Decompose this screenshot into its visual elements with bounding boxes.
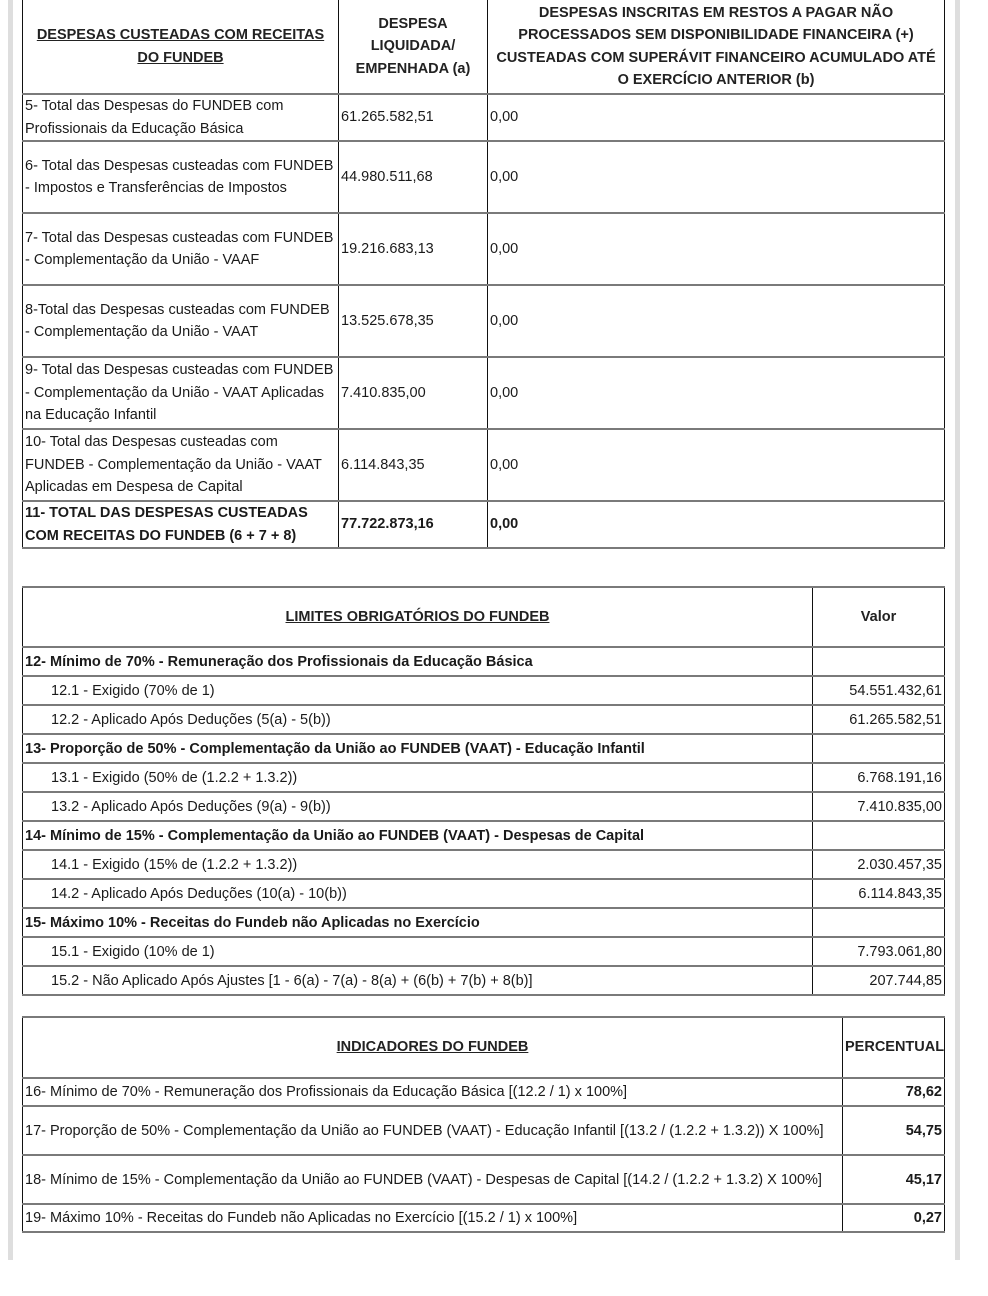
row-label: 17- Proporção de 50% - Complementação da União ao FUNDEB (VAAT) - Educação Infantil [(13.2 / (1.2.2 + 1.3.2)) X 100%] <box>23 1106 843 1155</box>
row-value-a: 61.265.582,51 <box>339 94 488 141</box>
row-value-b: 0,00 <box>488 213 945 285</box>
group-row <box>23 734 945 763</box>
row-percentual: 45,17 <box>843 1155 945 1204</box>
row-label: 15.2 - Não Aplicado Após Ajustes [1 - 6(a) - 7(a) - 8(a) + (6(b) + 7(b) + 8(b)] <box>23 966 813 995</box>
table-row <box>23 705 945 734</box>
row-label: 7- Total das Despesas custeadas com FUNDEB - Complementação da União - VAAF <box>23 213 339 285</box>
row-label: 9- Total das Despesas custeadas com FUNDEB - Complementação da União - VAAT Aplicadas na Educação Infantil <box>23 357 339 429</box>
row-label: 10- Total das Despesas custeadas com FUNDEB - Complementação da União - VAAT Aplicadas em Despesa de Capital <box>23 429 339 501</box>
table-row <box>23 1078 945 1106</box>
header-indicadores: INDICADORES DO FUNDEB <box>23 1017 843 1078</box>
header-descricao: DESPESAS CUSTEADAS COM RECEITAS DO FUNDEB <box>23 0 339 94</box>
table-header-row <box>23 0 945 94</box>
group-value-empty <box>813 734 945 763</box>
row-value-a: 44.980.511,68 <box>339 141 488 213</box>
table-row <box>23 285 945 357</box>
table-row <box>23 763 945 792</box>
table-row <box>23 850 945 879</box>
table-row <box>23 792 945 821</box>
table-row <box>23 676 945 705</box>
row-label: 16- Mínimo de 70% - Remuneração dos Profissionais da Educação Básica [(12.2 / 1) x 100%] <box>23 1078 843 1106</box>
group-value-empty <box>813 821 945 850</box>
group-title: 13- Proporção de 50% - Complementação da União ao FUNDEB (VAAT) - Educação Infantil <box>23 734 813 763</box>
table-row <box>23 94 945 141</box>
row-label: 5- Total das Despesas do FUNDEB com Profissionais da Educação Básica <box>23 94 339 141</box>
total-value-b: 0,00 <box>488 501 945 548</box>
row-label: 14.2 - Aplicado Após Deduções (10(a) - 10(b)) <box>23 879 813 908</box>
row-percentual: 0,27 <box>843 1204 945 1232</box>
row-value: 7.410.835,00 <box>813 792 945 821</box>
despesas-custeadas-table <box>22 0 945 549</box>
row-value-b: 0,00 <box>488 141 945 213</box>
row-label: 18- Mínimo de 15% - Complementação da União ao FUNDEB (VAAT) - Despesas de Capital [(14.2 / (1.2.2 + 1.3.2) X 100%] <box>23 1155 843 1204</box>
table-row <box>23 141 945 213</box>
row-label: 19- Máximo 10% - Receitas do Fundeb não Aplicadas no Exercício [(15.2 / 1) x 100%] <box>23 1204 843 1232</box>
row-value-b: 0,00 <box>488 94 945 141</box>
row-label: 13.1 - Exigido (50% de (1.2.2 + 1.3.2)) <box>23 763 813 792</box>
row-value: 7.793.061,80 <box>813 937 945 966</box>
row-label: 14.1 - Exigido (15% de (1.2.2 + 1.3.2)) <box>23 850 813 879</box>
table-row <box>23 966 945 995</box>
group-row <box>23 647 945 676</box>
group-row <box>23 908 945 937</box>
group-title: 15- Máximo 10% - Receitas do Fundeb não Aplicadas no Exercício <box>23 908 813 937</box>
row-value-b: 0,00 <box>488 357 945 429</box>
row-label: 12.2 - Aplicado Após Deduções (5(a) - 5(b)) <box>23 705 813 734</box>
table-header-row <box>23 587 945 647</box>
header-liquidada: DESPESA LIQUIDADA/ EMPENHADA (a) <box>339 0 488 94</box>
row-percentual: 54,75 <box>843 1106 945 1155</box>
row-label: 12.1 - Exigido (70% de 1) <box>23 676 813 705</box>
row-label: 6- Total das Despesas custeadas com FUNDEB - Impostos e Transferências de Impostos <box>23 141 339 213</box>
group-title: 14- Mínimo de 15% - Complementação da União ao FUNDEB (VAAT) - Despesas de Capital <box>23 821 813 850</box>
row-value-b: 0,00 <box>488 285 945 357</box>
row-value: 54.551.432,61 <box>813 676 945 705</box>
right-page-edge <box>955 0 960 1260</box>
total-value-a: 77.722.873,16 <box>339 501 488 548</box>
group-row <box>23 821 945 850</box>
table-header-row <box>23 1017 945 1078</box>
table-row <box>23 357 945 429</box>
left-page-edge <box>8 0 13 1260</box>
row-value-a: 6.114.843,35 <box>339 429 488 501</box>
total-label: 11- TOTAL DAS DESPESAS CUSTEADAS COM RECEITAS DO FUNDEB (6 + 7 + 8) <box>23 501 339 548</box>
row-value: 61.265.582,51 <box>813 705 945 734</box>
indicadores-table <box>22 1016 945 1233</box>
row-value-a: 7.410.835,00 <box>339 357 488 429</box>
table-row <box>23 937 945 966</box>
header-limites: LIMITES OBRIGATÓRIOS DO FUNDEB <box>23 587 813 647</box>
table-row <box>23 1106 945 1155</box>
row-label: 15.1 - Exigido (10% de 1) <box>23 937 813 966</box>
header-valor: Valor <box>813 587 945 647</box>
row-value: 207.744,85 <box>813 966 945 995</box>
table-row <box>23 879 945 908</box>
total-row <box>23 501 945 548</box>
limites-obrigatorios-table <box>22 586 945 996</box>
row-value-a: 19.216.683,13 <box>339 213 488 285</box>
table-row <box>23 1204 945 1232</box>
header-percentual: PERCENTUAL <box>843 1017 945 1078</box>
row-value-b: 0,00 <box>488 429 945 501</box>
row-label: 13.2 - Aplicado Após Deduções (9(a) - 9(b)) <box>23 792 813 821</box>
row-value: 6.114.843,35 <box>813 879 945 908</box>
header-restos: DESPESAS INSCRITAS EM RESTOS A PAGAR NÃO PROCESSADOS SEM DISPONIBILIDADE FINANCEIRA (+) CUSTEADAS COM SUPERÁVIT FINANCEIRO ACUMULADO ATÉ O EXERCÍCIO ANTERIOR (b) <box>488 0 945 94</box>
group-value-empty <box>813 908 945 937</box>
table-row <box>23 213 945 285</box>
row-percentual: 78,62 <box>843 1078 945 1106</box>
table-row <box>23 1155 945 1204</box>
row-value-a: 13.525.678,35 <box>339 285 488 357</box>
row-value: 2.030.457,35 <box>813 850 945 879</box>
table-row <box>23 429 945 501</box>
row-label: 8-Total das Despesas custeadas com FUNDEB - Complementação da União - VAAT <box>23 285 339 357</box>
group-title: 12- Mínimo de 70% - Remuneração dos Profissionais da Educação Básica <box>23 647 813 676</box>
row-value: 6.768.191,16 <box>813 763 945 792</box>
group-value-empty <box>813 647 945 676</box>
